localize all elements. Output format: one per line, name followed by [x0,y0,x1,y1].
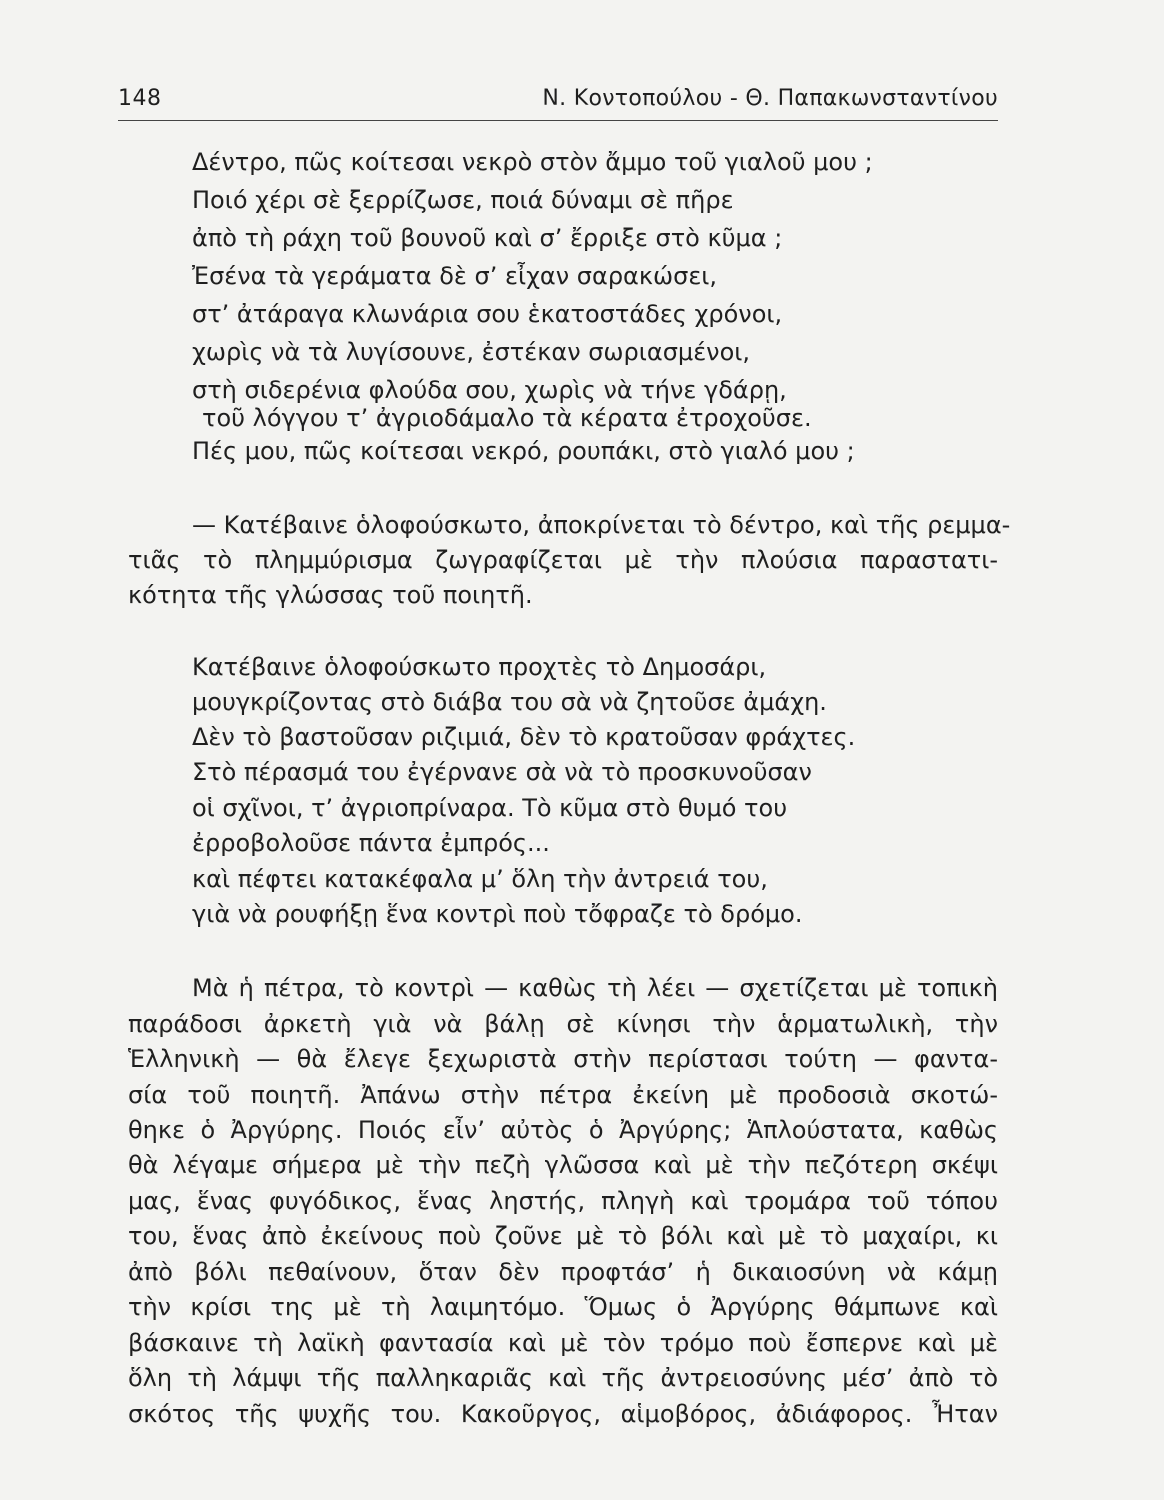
text-line: βάσκαινε τὴ λαϊκὴ φαντασία καὶ μὲ τὸν τρόμο ποὺ ἔσπερνε καὶ μὲ [128,1329,998,1357]
verse-line: Ἐσένα τὰ γεράματα δὲ σ’ εἶχαν σαρακώσει, [192,262,718,290]
verse-line: γιὰ νὰ ρουφήξῃ ἕνα κοντρὶ ποὺ τὄφραζε τὸ δρόμο. [192,900,803,928]
verse-line: Στὸ πέρασμά του ἐγέρνανε σὰ νὰ τὸ προσκυνοῦσαν [192,758,812,786]
text-line: του, ἕνας ἀπὸ ἐκείνους ποὺ ζοῦνε μὲ τὸ βόλι καὶ μὲ τὸ μαχαίρι, κι [128,1222,998,1250]
running-head: Ν. Κοντοπούλου - Θ. Παπακωνσταντίνου [542,86,998,111]
text-line: τιᾶς τὸ πλημμύρισμα ζωγραφίζεται μὲ τὴν πλούσια παραστατι- [128,546,998,574]
verse-line: τοῦ λόγγου τ’ ἀγριοδάμαλο τὰ κέρατα ἐτροχοῦσε. [202,404,812,432]
verse-line: Ποιό χέρι σὲ ξερρίζωσε, ποιά δύναμι σὲ πῆρε [192,186,734,214]
text-line: ἀπὸ βόλι πεθαίνουν, ὅταν δὲν προφτάσ’ ἡ δικαιοσύνη νὰ κάμῃ [128,1258,998,1286]
verse-line: Δὲν τὸ βαστοῦσαν ριζιμιά, δὲν τὸ κρατοῦσαν φράχτες. [192,723,856,751]
text-line: παράδοσι ἀρκετὴ γιὰ νὰ βάλῃ σὲ κίνησι τὴν ἁρματωλικὴ, τὴν [128,1010,998,1038]
verse-line: μουγκρίζοντας στὸ διάβα του σὰ νὰ ζητοῦσε ἀμάχη. [192,688,827,716]
verse-line: καὶ πέφτει κατακέφαλα μ’ ὅλη τὴν ἀντρειά του, [192,865,768,893]
verse-line: Κατέβαινε ὁλοφούσκωτο προχτὲς τὸ Δημοσάρι, [192,653,767,681]
text-line: — Κατέβαινε ὁλοφούσκωτο, ἀποκρίνεται τὸ δέντρο, καὶ τῆς ρεμμα- [192,511,1011,539]
text-line: θηκε ὁ Ἀργύρης. Ποιός εἶν’ αὐτὸς ὁ Ἀργύρης; Ἁπλούστατα, καθὼς [128,1116,998,1144]
text-line: ὅλη τὴ λάμψι τῆς παλληκαριᾶς καὶ τῆς ἀντρειοσύνης μέσ’ ἀπὸ τὸ [128,1364,998,1392]
text-line: θὰ λέγαμε σήμερα μὲ τὴν πεζὴ γλῶσσα καὶ μὲ τὴν πεζότερη σκέψι [128,1151,998,1179]
text-line: σία τοῦ ποιητῆ. Ἀπάνω στὴν πέτρα ἐκείνη μὲ προδοσιὰ σκοτώ- [128,1081,998,1109]
verse-line: οἱ σχῖνοι, τ’ ἀγριοπρίναρα. Τὸ κῦμα στὸ θυμό του [192,794,788,822]
verse-line: Δέντρο, πῶς κοίτεσαι νεκρὸ στὸν ἄμμο τοῦ γιαλοῦ μου ; [192,148,873,176]
verse-line: στὴ σιδερένια φλούδα σου, χωρὶς νὰ τήνε γδάρῃ, [192,376,787,404]
text-line: σκότος τῆς ψυχῆς του. Κακοῦργος, αἱμοβόρος, ἀδιάφορος. Ἦταν [128,1400,998,1428]
text-line: τὴν κρίσι της μὲ τὴ λαιμητόμο. Ὅμως ὁ Ἀργύρης θάμπωνε καὶ [128,1293,998,1321]
verse-line: χωρὶς νὰ τὰ λυγίσουνε, ἐστέκαν σωριασμένοι, [192,338,750,366]
verse-line: ἐρροβολοῦσε πάντα ἐμπρός... [192,829,550,857]
text-line: μας, ἕνας φυγόδικος, ἕνας ληστής, πληγὴ καὶ τρομάρα τοῦ τόπου [128,1187,998,1215]
text-line: κότητα τῆς γλώσσας τοῦ ποιητῆ. [128,581,533,609]
page-number: 148 [118,86,162,111]
text-line: Ἑλληνικὴ — θὰ ἔλεγε ξεχωριστὰ στὴν περίστασι τούτη — φαντα- [128,1045,998,1073]
page-header [118,86,998,121]
verse-line: Πές μου, πῶς κοίτεσαι νεκρό, ρουπάκι, στὸ γιαλό μου ; [192,437,855,465]
verse-line: ἀπὸ τὴ ράχη τοῦ βουνοῦ καὶ σ’ ἔρριξε στὸ κῦμα ; [192,224,783,252]
text-line: Μὰ ἡ πέτρα, τὸ κοντρὶ — καθὼς τὴ λέει — σχετίζεται μὲ τοπικὴ [192,974,998,1002]
verse-line: στ’ ἀτάραγα κλωνάρια σου ἑκατοστάδες χρόνοι, [192,300,783,328]
